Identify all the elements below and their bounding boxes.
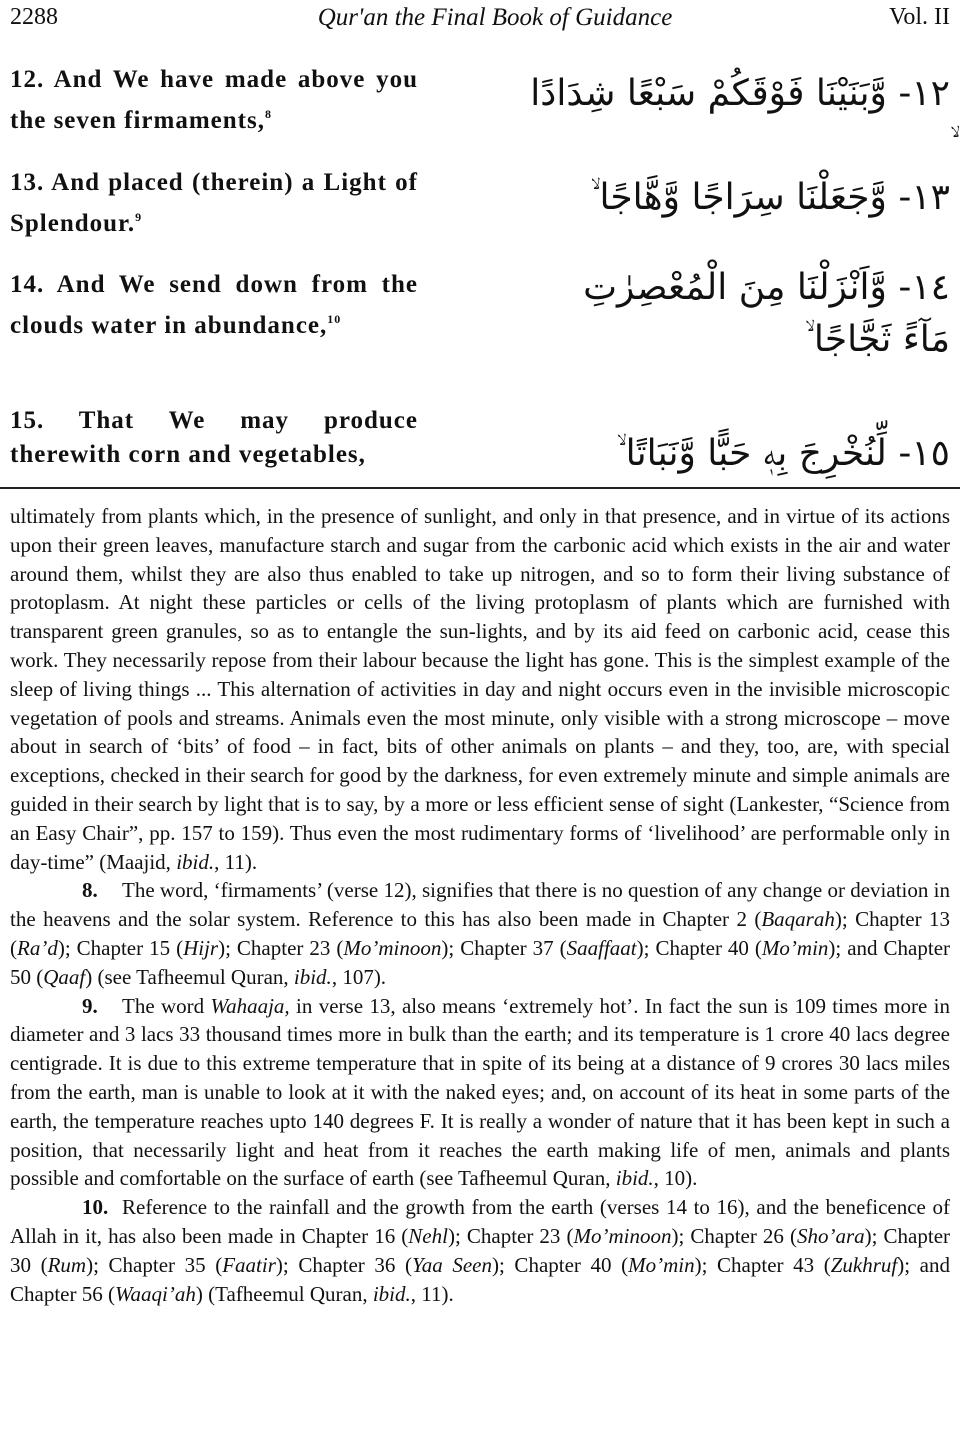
footnote-text-italic: Yaa Seen	[412, 1252, 492, 1277]
footnote-text: ); Chapter 26 (	[671, 1223, 797, 1248]
footnote-text-italic: Mo’minoon	[343, 935, 442, 960]
footnote-ref: 10	[327, 312, 342, 326]
footnote-text-italic: Baqarah	[761, 907, 835, 932]
verse-text: And We have made above you the seven firmaments,	[10, 66, 419, 134]
footnote-ref: 8	[264, 107, 272, 121]
footnote-text: ); Chapter 23 (	[218, 935, 344, 960]
footnote-text: ) (Tafheemul Quran,	[195, 1281, 373, 1306]
footnote-text-italic: Ra’d	[17, 935, 58, 960]
verse-number: 14.	[10, 271, 45, 298]
page-number: 2288	[10, 4, 58, 30]
footnote-text: ); Chapter 23 (	[447, 1223, 574, 1248]
verse-15-translation	[10, 404, 418, 472]
footnote-text: ); Chapter 15 (	[57, 935, 184, 960]
commentary-continuation	[10, 502, 950, 876]
footnote-text: ); Chapter 36 (	[275, 1252, 412, 1277]
page-header	[0, 0, 960, 40]
verse-14-translation	[10, 268, 418, 343]
footnote-text-italic: Rum	[47, 1252, 87, 1277]
footnote-9	[10, 992, 950, 1194]
footnote-text: ); and Chapter 56 (	[10, 1252, 950, 1306]
footnote-text: ); Chapter 40 (	[492, 1252, 629, 1277]
footnote-8	[10, 876, 950, 991]
footnote-text-italic: Saaffaat	[566, 935, 637, 960]
verse-number: 13.	[10, 169, 45, 196]
footnote-text-italic: Zukhruf	[830, 1252, 898, 1277]
verse-text: And placed (therein) a Light of Splendour.	[10, 169, 418, 237]
footnotes	[10, 876, 950, 1308]
footnote-text: The word, ‘firmaments’ (verse 12), signifies that there is no question of any change or deviation in the heavens and the solar system. Reference to this has also been made in Chapter 2 (	[10, 878, 950, 932]
footnote-ref: 9	[135, 210, 143, 224]
footnote-10	[10, 1193, 950, 1308]
footnote-text: ); Chapter 13 (	[10, 907, 950, 960]
footnote-text: ) (see Tafheemul Quran,	[85, 964, 294, 989]
footnote-text-italic: Qaaf	[43, 964, 86, 989]
footnote-text: ); Chapter 30 (	[10, 1223, 951, 1277]
verse-12-translation	[10, 63, 418, 138]
footnote-number: 10.	[82, 1195, 109, 1220]
verse-13-translation	[10, 166, 418, 241]
footnote-text-italic: Sho’ara	[796, 1223, 865, 1248]
commentary	[10, 502, 950, 1308]
verse-text: And We send down from the clouds water in abundance,	[10, 271, 418, 339]
footnote-text-italic: ibid.	[372, 1281, 411, 1306]
verse-13-arabic: ١٣- وَّجَعَلْنَا سِرَاجًا وَّهَّاجًا ۙ	[590, 177, 950, 218]
running-title: Qur'an the Final Book of Guidance	[317, 4, 673, 31]
footnote-text-italic: Mo’min	[628, 1252, 695, 1277]
footnote-text-italic: Waaqi’ah	[114, 1281, 196, 1306]
footnote-number: 9.	[82, 993, 98, 1018]
footnote-text: ); and Chapter 50 (	[10, 935, 951, 989]
paragraph-text: ultimately from plants which, in the presence of sunlight, and only in that presence, and in virtue of its actions upon their green leaves, manufacture starch and sugar from the carbonic acid which exists in the air and water around them, whilst they are also thus enabled to take up nitrogen, and so to form their living substance of protoplasm. At night these particles or cells of the living protoplasm of plants which are furnished with transparent green granules, so as to entangle the sun-lights, and by its aid feed on carbonic acid, cease this work. They necessarily repose from their labour because the light has gone. This is the simplest example of the sleep of living things ... This alternation of activities in day and night occurs even in the invisible microscopic vegetation of pools and streams. Animals even the most minute, only visible with a strong microscope – move about in search of ‘bits’ of food – in fact, bits of other animals on plants – and they, too, are, with special exceptions, checked in their search for good by the darkness, for even extremely minute and simple animals are guided in their search by light that is to say, by a more or less efficient sense of sight (Lankester, “Science from an Easy Chair”, pp. 157 to 159). Thus even the most rudimentary forms of ‘livelihood’ are performable only in day-time” (Maajid,	[10, 504, 950, 874]
verse-12-arabic: ١٢- وَّبَنَيْنَا فَوْقَكُمْ سَبْعًا شِدَادًا	[530, 73, 950, 114]
paragraph-text: , 11).	[214, 849, 258, 874]
footnote-text-italic: Mo’min	[761, 935, 829, 960]
verse-number: 12.	[10, 66, 45, 93]
verse-number: 15.	[10, 407, 45, 434]
footnote-text-italic: ibid.	[615, 1166, 654, 1191]
footnote-text: Reference to the rainfall and the growth from the earth (verses 14 to 16), and the beneficence of Allah in it, has also been made in Chapter 16 (	[10, 1195, 950, 1248]
footnote-text: ); Chapter 35 (	[86, 1252, 223, 1277]
footnote-text: , 11).	[410, 1281, 454, 1306]
section-divider	[0, 487, 960, 489]
verse-14-arabic: ١٤- وَّاَنْزَلْنَا مِنَ الْمُعْصِرٰتِ مَآءً ثَجَّاجًا ۙ	[583, 267, 950, 360]
paragraph-text-italic: ibid.	[176, 849, 215, 874]
footnote-text: , 10).	[653, 1166, 698, 1191]
footnote-text: ); Chapter 43 (	[694, 1252, 831, 1277]
footnote-text: , 107).	[331, 964, 387, 989]
footnote-text-italic: Hijr	[183, 935, 219, 960]
verse-text: That We may produce therewith corn and vegetables,	[10, 407, 418, 468]
footnote-text: ); Chapter 37 (	[441, 935, 567, 960]
verse-15-arabic: ١٥- لِّنُخْرِجَ بِهٖ حَبًّا وَّنَبَاتًا ۙ	[616, 433, 950, 474]
footnote-text: in verse 13, also means ‘extremely hot’. In fact the sun is 109 times more in diameter and 3 lacs 33 thousand times more in bulk than the earth; and its temperature is 1 crore 40 lacs degree centigrade. It is due to this extreme temperature that in spite of its being at a distance of 9 crores 30 lacs miles from the earth, man is unable to look at it with the naked eyes; and, on account of its heat in some parts of the earth, the temperature reaches upto 140 degrees F. It is really a wonder of nature that it has been kept in such a position, that necessarily light and heat from it reaches the earth making life of men, animals and plants possible and comfortable on the surface of earth (see Tafheemul Quran,	[10, 993, 950, 1191]
volume-label: Vol. II	[889, 4, 950, 30]
footnote-text-italic: Nehl	[408, 1223, 448, 1248]
footnote-text-italic: Faatir	[222, 1252, 276, 1277]
footnote-number: 8.	[82, 878, 98, 903]
footnote-text-italic: Wahaaja,	[210, 993, 290, 1018]
footnote-text-italic: Mo’minoon	[573, 1223, 672, 1248]
footnote-text: The word	[122, 993, 211, 1018]
footnote-text: ); Chapter 40 (	[636, 935, 762, 960]
footnote-text-italic: ibid.	[293, 964, 332, 989]
